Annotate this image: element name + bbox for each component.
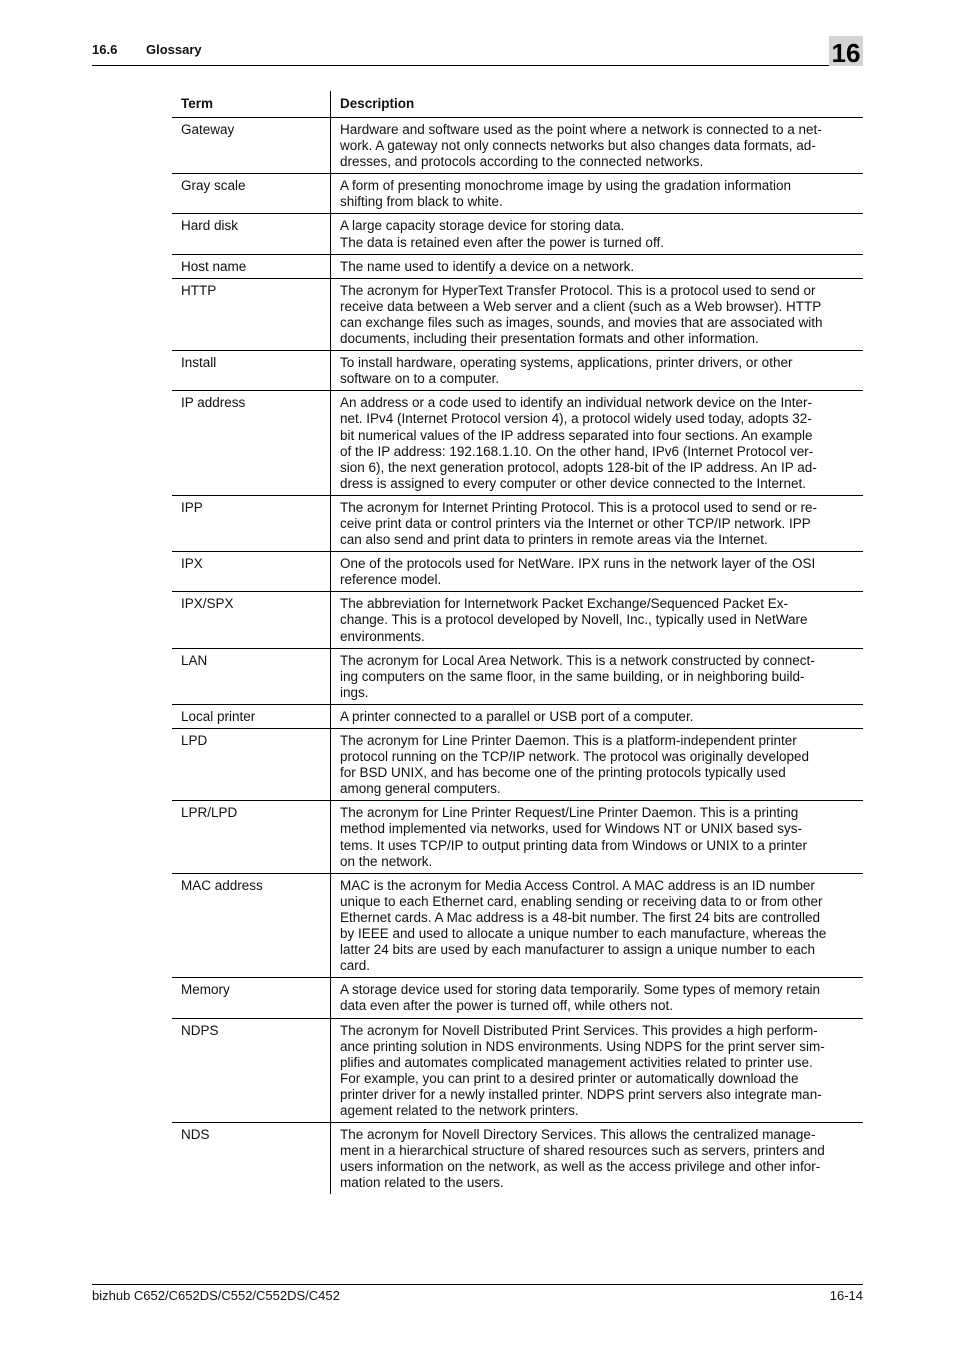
- term-cell: NDS: [172, 1123, 331, 1194]
- description-cell: A storage device used for storing data temporarily. Some types of memory retain data even after the power is turned off, while others not.: [340, 982, 820, 1014]
- description-cell: MAC is the acronym for Media Access Control. A MAC address is an ID number unique to each Ethernet card, enabling sending or receiving data to or from other Ethernet cards. A Mac address is a 48-bit number. The first 24 bits are controlled by IEEE and used to allocate a unique number to each manufacture, whereas the latter 24 bits are used by each manufacturer to assign a unique number to each card.: [340, 877, 827, 974]
- term-cell: Install: [172, 351, 331, 390]
- description-cell: The acronym for Line Printer Request/Line Printer Daemon. This is a printing method implemented via networks, used for Windows NT or UNIX based sys- tems. It uses TCP/IP to output printing data from Windows or UNIX to a printer on the network.: [340, 805, 807, 869]
- description-cell: The acronym for Novell Distributed Print Services. This provides a high perform- ance printing solution in NDS environments. Using NDPS for the print server sim- plifies and automates complicated management activities related to printer use. For example, you can print to a desired printer or automatically download the printer driver for a newly installed printer. NDPS print servers also integrate man- agement related to the network printers.: [340, 1022, 825, 1118]
- header-section-number: 16.6: [92, 42, 118, 57]
- column-header-term: Term: [172, 91, 331, 117]
- table-row: [172, 255, 863, 279]
- glossary-table: [172, 91, 863, 1194]
- term-cell: LPR/LPD: [172, 801, 331, 872]
- term-cell: HTTP: [172, 279, 331, 350]
- term-cell: MAC address: [172, 874, 331, 978]
- term-cell: IPP: [172, 496, 331, 551]
- description-cell: Hardware and software used as the point where a network is connected to a net- work. A gateway not only connects networks but also changes data formats, ad- dresses, and protocols according to the connected networks.: [340, 122, 822, 170]
- table-row: [172, 874, 863, 979]
- term-cell: Gray scale: [172, 174, 331, 213]
- description-cell: The abbreviation for Internetwork Packet Exchange/Sequenced Packet Ex- change. This is a protocol developed by Novell, Inc., typically used in NetWare environments.: [340, 596, 808, 644]
- description-cell: The acronym for Internet Printing Protocol. This is a protocol used to send or re- ceive print data or control printers via the Internet or other TCP/IP network. IPP can also send and print data to printers in remote areas via the Internet.: [340, 499, 817, 548]
- term-cell: Memory: [172, 978, 331, 1017]
- table-row: [172, 279, 863, 351]
- table-row: [172, 391, 863, 496]
- table-header-row: [172, 91, 863, 118]
- term-cell: IPX/SPX: [172, 592, 331, 647]
- table-row: [172, 351, 863, 391]
- description-cell: One of the protocols used for NetWare. IPX runs in the network layer of the OSI reference model.: [340, 556, 816, 588]
- description-cell: The acronym for HyperText Transfer Protocol. This is a protocol used to send or receive data between a Web server and a client (such as a Web browser). HTTP can exchange files such as images, sounds, and movies that are associated with documents, including their presentation formats and other information.: [340, 282, 823, 347]
- term-cell: Hard disk: [172, 214, 331, 253]
- term-cell: Local printer: [172, 705, 331, 728]
- description-cell: The acronym for Line Printer Daemon. This is a platform-independent printer protocol running on the TCP/IP network. The protocol was originally developed for BSD UNIX, and has become one of the printing protocols typically used among general computers.: [340, 733, 810, 797]
- table-row: [172, 552, 863, 592]
- table-row: [172, 174, 863, 214]
- description-cell: An address or a code used to identify an individual network device on the Inter- net. IPv4 (Internet Protocol version 4), a protocol widely used today, adopts 32- bit numerical values of the IP address separated into four sections. An example of the IP address: 192.168.1.10. On the other hand, IPv6 (Internet Protocol ver- sion 6), the next generation protocol, adopts 128-bit of the IP address. An IP ad- dress is assigned to every computer or other device connected to the Internet.: [340, 395, 817, 491]
- footer-page-number: 16-14: [829, 1288, 863, 1303]
- footer-rule: [92, 1284, 863, 1285]
- table-row: [172, 214, 863, 254]
- term-cell: NDPS: [172, 1019, 331, 1123]
- term-cell: IPX: [172, 552, 331, 591]
- table-row: [172, 1123, 863, 1194]
- table-row: [172, 801, 863, 873]
- table-row: [172, 729, 863, 801]
- description-cell: The acronym for Novell Directory Services. This allows the centralized manage- ment in a hierarchical structure of shared resources such as servers, printers and users information on the network, as well as the access privilege and other infor- mation related to the users.: [340, 1127, 825, 1191]
- description-cell: A large capacity storage device for storing data. The data is retained even after the power is turned off.: [340, 218, 664, 250]
- term-cell: LPD: [172, 729, 331, 800]
- table-row: [172, 978, 863, 1018]
- footer-model: bizhub C652/C652DS/C552/C552DS/C452: [92, 1288, 340, 1303]
- table-row: [172, 118, 863, 174]
- header-section-title: Glossary: [146, 42, 202, 57]
- description-cell: A printer connected to a parallel or USB port of a computer.: [340, 708, 694, 724]
- term-cell: Host name: [172, 255, 331, 278]
- description-cell: The acronym for Local Area Network. This is a network constructed by connect- ing computers on the same floor, in the same building, or in neighboring build- ings.: [340, 652, 815, 700]
- term-cell: Gateway: [172, 118, 331, 173]
- description-cell: The name used to identify a device on a network.: [340, 258, 635, 274]
- column-header-description: Description: [340, 96, 415, 111]
- table-row: [172, 1019, 863, 1124]
- table-row: [172, 705, 863, 729]
- header-rule: [92, 65, 863, 66]
- table-row: [172, 649, 863, 705]
- term-cell: LAN: [172, 649, 331, 704]
- description-cell: To install hardware, operating systems, applications, printer drivers, or other software on to a computer.: [340, 355, 793, 387]
- table-row: [172, 592, 863, 648]
- chapter-badge: 16: [829, 36, 863, 66]
- description-cell: A form of presenting monochrome image by using the gradation information shifting from black to white.: [340, 178, 791, 210]
- table-body: [172, 118, 863, 1194]
- term-cell: IP address: [172, 391, 331, 495]
- table-row: [172, 496, 863, 552]
